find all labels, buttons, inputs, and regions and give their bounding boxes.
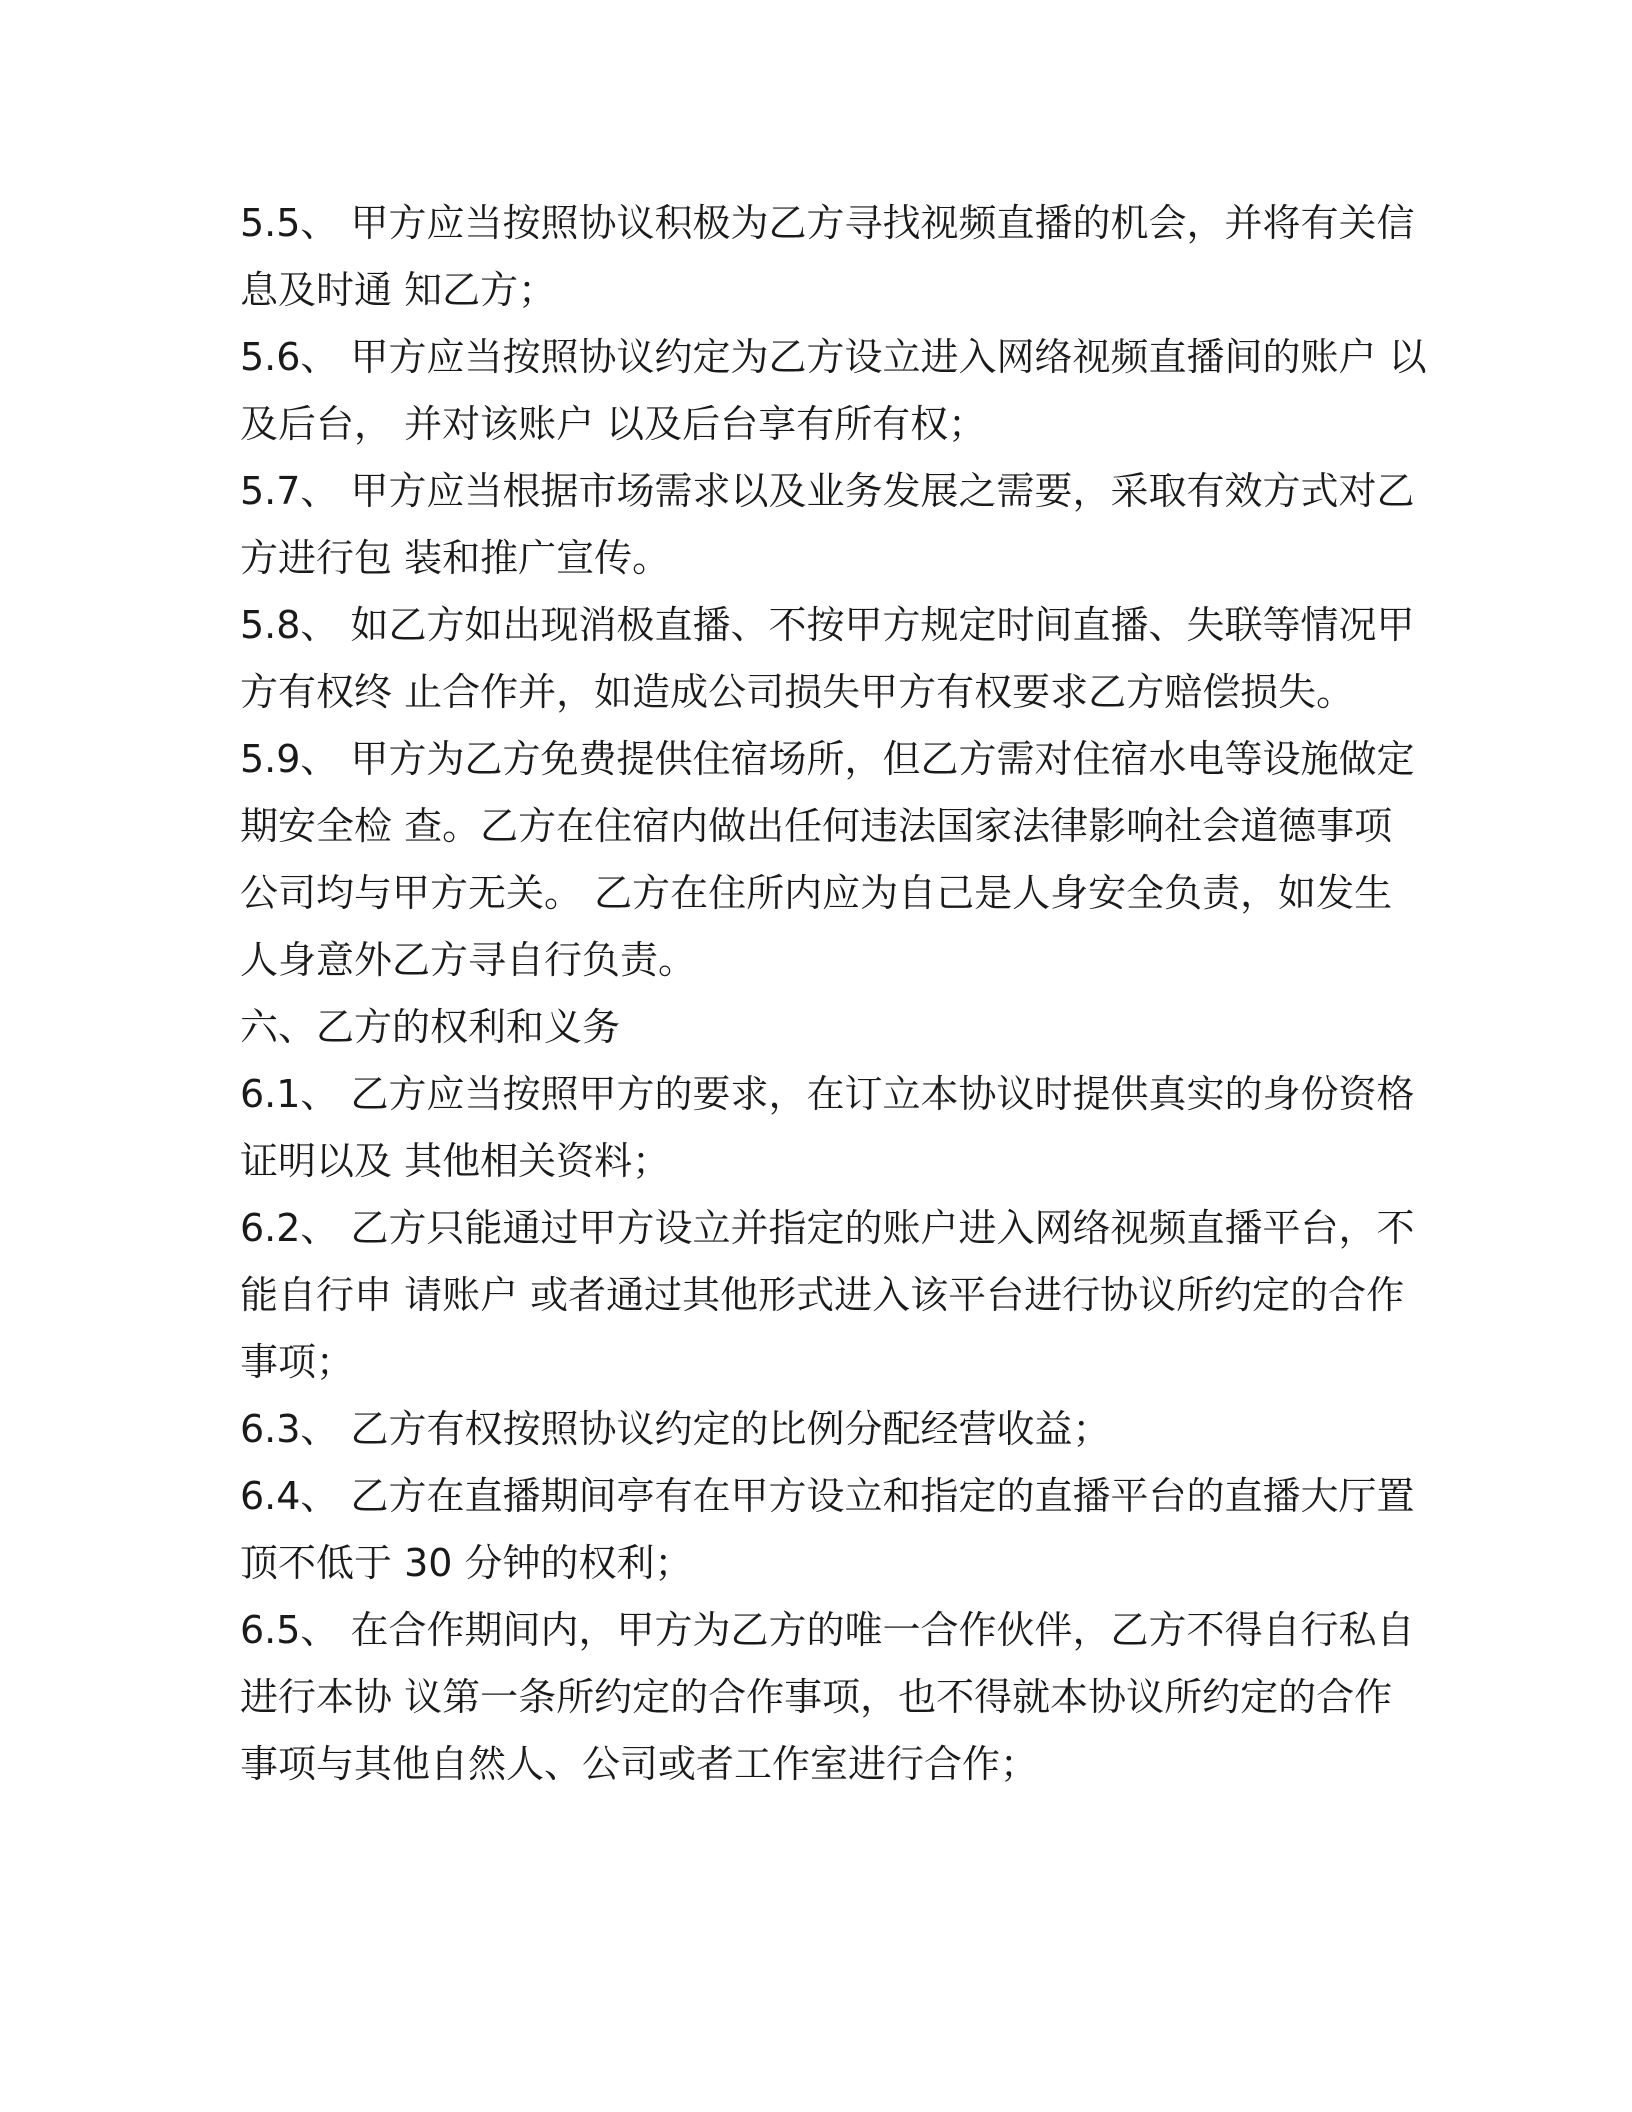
section-heading: 六、乙方的权利和义务 bbox=[240, 1005, 621, 1049]
text-line: 5.8、 如乙方如出现消极直播、不按甲方规定时间直播、失联等情况甲 bbox=[240, 603, 1415, 647]
text-line: 公司均与甲方无关。 乙方在住所内应为自己是人身安全负责，如发生 bbox=[240, 871, 1393, 915]
text-line: 事项； bbox=[240, 1340, 355, 1384]
text-line: 息及时通 知乙方； bbox=[240, 268, 557, 312]
text-line: 顶不低于 30 分钟的权利； bbox=[240, 1541, 693, 1585]
text-line: 事项与其他自然人、公司或者工作室进行合作； bbox=[240, 1742, 1039, 1786]
text-line: 及后台， 并对该账户 以及后台享有所有权； bbox=[240, 402, 987, 446]
text-line: 5.7、 甲方应当根据市场需求以及业务发展之需要，采取有效方式对乙 bbox=[240, 469, 1415, 513]
document-body bbox=[240, 190, 1427, 1798]
text-line: 方进行包 装和推广宣传。 bbox=[240, 536, 671, 580]
text-line: 6.2、 乙方只能通过甲方设立并指定的账户进入网络视频直播平台，不 bbox=[240, 1206, 1415, 1250]
text-line: 人身意外乙方寻自行负责。 bbox=[240, 938, 697, 982]
text-line: 5.6、 甲方应当按照协议约定为乙方设立进入网络视频直播间的账户 以 bbox=[240, 335, 1427, 379]
text-line: 6.3、 乙方有权按照协议约定的比例分配经营收益； bbox=[240, 1407, 1111, 1451]
text-line: 能自行申 请账户 或者通过其他形式进入该平台进行协议所约定的合作 bbox=[240, 1273, 1405, 1317]
text-line: 证明以及 其他相关资料； bbox=[240, 1139, 671, 1183]
text-line: 进行本协 议第一条所约定的合作事项，也不得就本协议所约定的合作 bbox=[240, 1675, 1393, 1719]
text-line: 6.1、 乙方应当按照甲方的要求，在订立本协议时提供真实的身份资格 bbox=[240, 1072, 1415, 1116]
text-line: 5.5、 甲方应当按照协议积极为乙方寻找视频直播的机会，并将有关信 bbox=[240, 201, 1415, 245]
text-line: 6.5、 在合作期间内，甲方为乙方的唯一合作伙伴，乙方不得自行私自 bbox=[240, 1608, 1415, 1652]
text-line: 方有权终 止合作并，如造成公司损失甲方有权要求乙方赔偿损失。 bbox=[240, 670, 1355, 714]
text-line: 6.4、 乙方在直播期间亭有在甲方设立和指定的直播平台的直播大厅置 bbox=[240, 1474, 1415, 1518]
text-line: 5.9、 甲方为乙方免费提供住宿场所，但乙方需对住宿水电等设施做定 bbox=[240, 737, 1415, 781]
text-line: 期安全检 查。乙方在住宿内做出任何违法国家法律影响社会道德事项 bbox=[240, 804, 1393, 848]
